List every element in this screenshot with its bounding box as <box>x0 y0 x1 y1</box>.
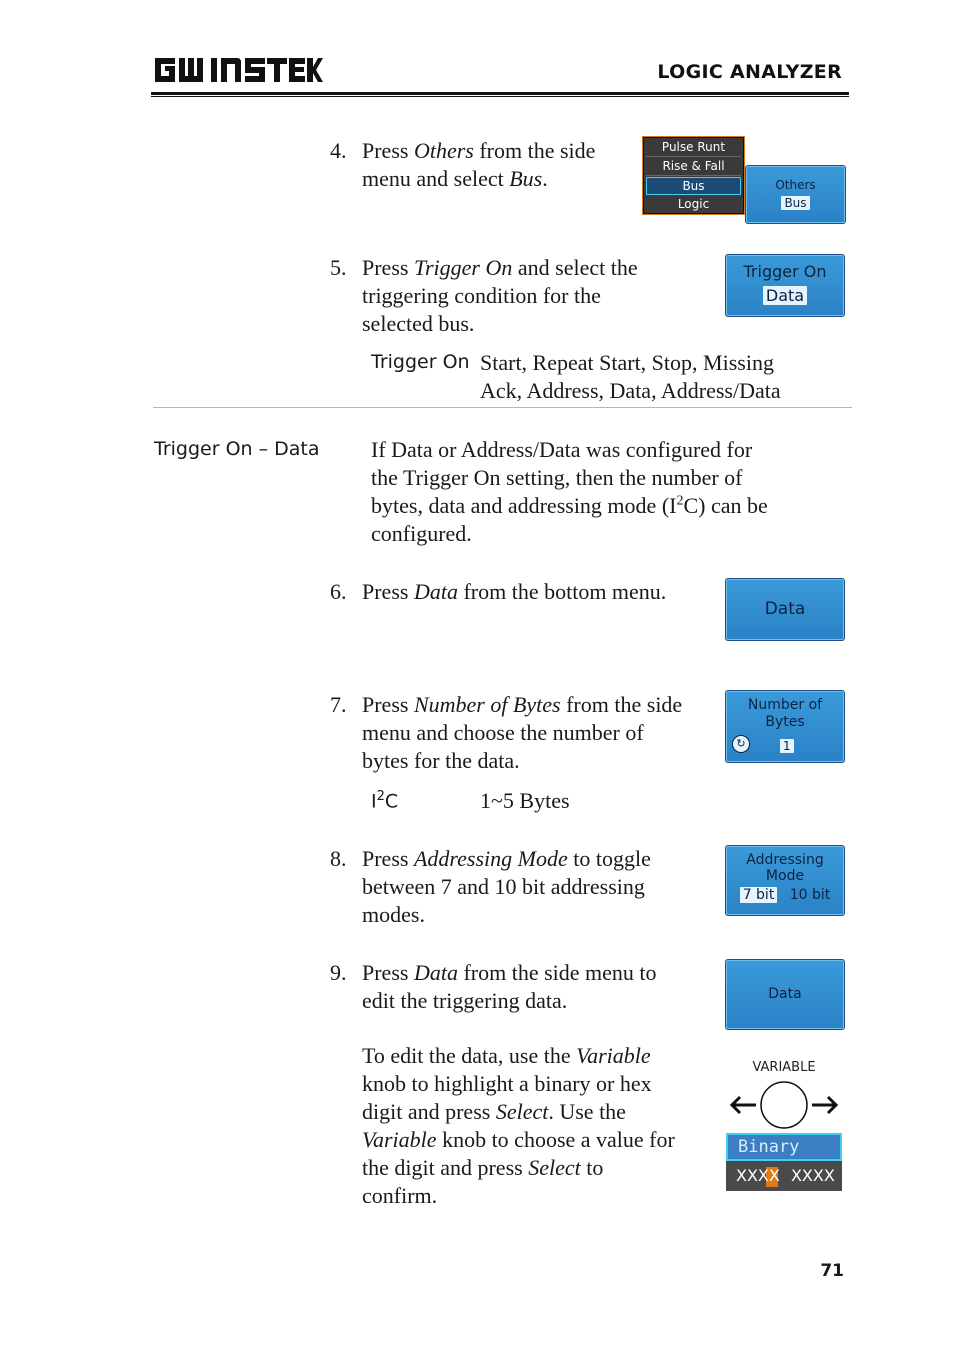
addressing-button-title: Addressing <box>746 852 824 868</box>
text-run: menu and select <box>362 166 510 191</box>
text-run: knob to highlight a binary or hex <box>362 1071 652 1096</box>
emphasis-term: Trigger On <box>413 255 513 280</box>
trigger-on-values-line2: Ack, Address, Data, Address/Data <box>480 378 781 403</box>
others-button-value: Bus <box>781 196 809 210</box>
i2c-label: $I^2C$ <box>371 789 399 813</box>
step-7-text <box>362 691 682 775</box>
step-5-text <box>362 254 638 338</box>
text-run: . Use the <box>548 1099 626 1124</box>
emphasis-term: Others <box>413 138 474 163</box>
text-run: . <box>542 166 548 191</box>
text-run: and select the <box>512 255 638 280</box>
emphasis-term: Bus <box>509 166 543 191</box>
text-line <box>362 1126 675 1154</box>
step-number: 4. <box>330 138 347 163</box>
trigger-on-data-desc <box>371 436 768 548</box>
desc-line: configured. <box>371 521 472 546</box>
others-button[interactable] <box>745 165 846 224</box>
menu-item-pulse-runt[interactable]: Pulse Runt <box>646 139 741 157</box>
binary-display <box>726 1133 842 1191</box>
number-of-bytes-button[interactable] <box>725 690 845 763</box>
section-divider <box>153 407 852 408</box>
addressing-button-title2: Mode <box>765 868 805 884</box>
variable-knob-icon: ↻ <box>732 735 750 753</box>
text-line <box>362 1042 675 1070</box>
variable-knob-label: VARIABLE <box>752 1060 816 1075</box>
trigger-on-button-title: Trigger On <box>743 262 827 281</box>
menu-item-logic[interactable]: Logic <box>677 197 710 211</box>
step-4-text <box>362 137 595 193</box>
binary-nibble-low: XXXX <box>790 1166 835 1185</box>
trigger-on-values-line1: Start, Repeat Start, Stop, Missing <box>480 350 774 375</box>
emphasis-term: Data <box>413 960 458 985</box>
text-line <box>362 901 651 929</box>
bytes-button-title2: Bytes <box>765 714 805 730</box>
header-rule <box>151 92 849 95</box>
binary-nibble-high: XXXX <box>736 1166 780 1185</box>
step-number: 8. <box>330 846 347 871</box>
emphasis-term: Select <box>495 1099 549 1124</box>
step-8-text <box>362 845 651 929</box>
emphasis-term: Addressing Mode <box>413 846 568 871</box>
text-line <box>362 873 651 901</box>
step-number: 5. <box>330 255 347 280</box>
step-6-text <box>362 578 666 606</box>
text-line <box>362 747 682 775</box>
text-run: between 7 and 10 bit addressing <box>362 874 645 899</box>
step-number: 6. <box>330 579 347 604</box>
text-run: from the side menu to <box>457 960 657 985</box>
step-9-text <box>362 959 657 1015</box>
text-run: confirm. <box>362 1183 438 1208</box>
data-bottom-button-label: Data <box>764 599 806 619</box>
text-line <box>362 282 638 310</box>
emphasis-term: Variable <box>576 1043 651 1068</box>
text-run: to toggle <box>567 846 651 871</box>
variable-knob-icon[interactable] <box>728 1080 840 1132</box>
binary-label: Binary <box>726 1133 842 1161</box>
menu-item-bus[interactable]: Bus <box>646 177 741 195</box>
page-number: 71 <box>820 1261 844 1281</box>
text-run: Press <box>362 138 414 163</box>
text-run: Press <box>362 846 414 871</box>
text-run: Press <box>362 692 414 717</box>
text-run: triggering condition for the <box>362 283 601 308</box>
text-line <box>362 691 682 719</box>
text-run: selected bus. <box>362 311 475 336</box>
others-button-title: Others <box>775 178 816 192</box>
bytes-button-value: 1 <box>780 739 794 753</box>
text-run: from the side <box>473 138 596 163</box>
text-run: To edit the data, use the <box>362 1043 577 1068</box>
emphasis-term: Number of Bytes <box>413 692 561 717</box>
data-side-button[interactable] <box>725 959 845 1030</box>
text-line <box>362 1154 675 1182</box>
step-number: 7. <box>330 692 347 717</box>
text-line <box>362 137 595 165</box>
header-rule-thin <box>151 96 849 97</box>
addressing-mode-button[interactable] <box>725 845 845 916</box>
bytes-button-title: Number of <box>747 697 823 713</box>
text-line <box>362 959 657 987</box>
data-side-button-label: Data <box>768 986 802 1002</box>
emphasis-term: Select <box>528 1155 581 1180</box>
text-line <box>362 1182 675 1210</box>
text-run: knob to choose a value for <box>436 1127 675 1152</box>
text-run: bytes for the data. <box>362 748 520 773</box>
text-run: Press <box>362 255 414 280</box>
text-run: Press <box>362 579 414 604</box>
text-run: from the side <box>560 692 683 717</box>
gw-instek-logo <box>153 54 323 86</box>
text-line <box>362 254 638 282</box>
i2c-value: 1~5 Bytes <box>480 788 570 813</box>
text-line <box>362 719 682 747</box>
text-run: Press <box>362 960 414 985</box>
trigger-on-button[interactable] <box>725 254 845 317</box>
desc-line: bytes, data and addressing mode $(I^2C)$ can be <box>371 493 768 518</box>
subsection-label: Trigger On – Data <box>154 438 320 460</box>
text-run: edit the triggering data. <box>362 988 568 1013</box>
binary-value[interactable] <box>726 1161 842 1191</box>
text-run: digit and press <box>362 1099 496 1124</box>
desc-line: If Data or Address/Data was configured for <box>371 437 753 462</box>
data-bottom-button[interactable] <box>725 578 845 641</box>
text-line <box>362 310 638 338</box>
trigger-on-table-label: Trigger On <box>371 351 470 373</box>
text-line <box>362 987 657 1015</box>
text-line <box>362 1070 675 1098</box>
text-run: the digit and press <box>362 1155 529 1180</box>
text-line <box>362 845 651 873</box>
option-10-bit: 10 bit <box>789 887 831 903</box>
emphasis-term: Variable <box>362 1127 437 1152</box>
addressing-options <box>726 887 844 903</box>
step-number: 9. <box>330 960 347 985</box>
others-menu-list <box>643 137 744 214</box>
text-line <box>362 1098 675 1126</box>
emphasis-term: Data <box>413 579 458 604</box>
text-line <box>362 578 666 606</box>
desc-line: the Trigger On setting, then the number of <box>371 465 743 490</box>
menu-item-rise-fall[interactable]: Rise & Fall <box>646 158 741 176</box>
text-run: modes. <box>362 902 425 927</box>
text-run: from the bottom menu. <box>457 579 667 604</box>
edit-data-paragraph <box>362 1042 675 1210</box>
option-7-bit: 7 bit <box>740 887 778 903</box>
text-run: menu and choose the number of <box>362 720 644 745</box>
section-title: LOGIC ANALYZER <box>657 61 842 83</box>
text-line <box>362 165 595 193</box>
trigger-on-button-value: Data <box>763 286 807 305</box>
text-run: to <box>580 1155 604 1180</box>
